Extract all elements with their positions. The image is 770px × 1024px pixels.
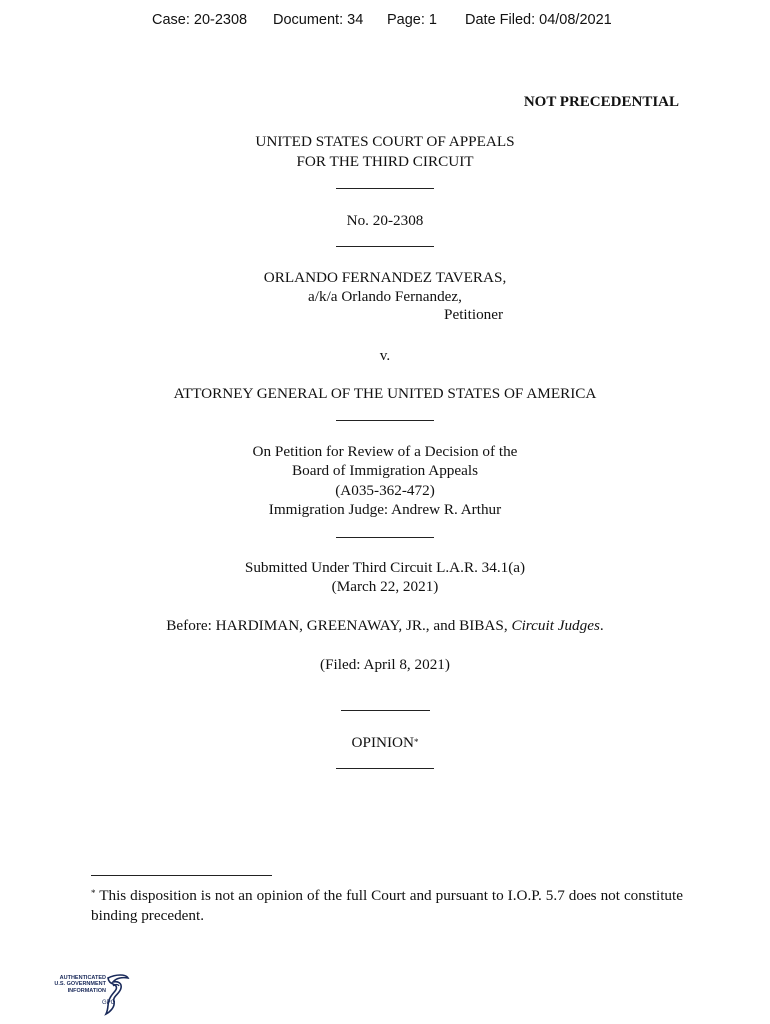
- submission-line1: Submitted Under Third Circuit L.A.R. 34.1(a): [244, 559, 526, 576]
- document-number-header: Document: 34: [273, 12, 364, 28]
- footnote-reference: *: [413, 737, 419, 747]
- eagle-icon: [104, 972, 130, 1016]
- date-filed-header: Date Filed: 04/08/2021: [465, 12, 612, 28]
- gpo-logo-text: [44, 975, 106, 994]
- review-line3: (A035-362-472): [335, 482, 435, 499]
- submission-date: (March 22, 2021): [331, 578, 439, 595]
- opinion-heading: [0, 733, 770, 753]
- footnote-text: This disposition is not an opinion of the full Court and pursuant to I.O.P. 5.7 does not constitute binding precedent.: [91, 887, 683, 924]
- opinion-label: OPINION: [351, 734, 414, 751]
- gpo-mark: GPO: [102, 1000, 116, 1006]
- page-header: [0, 12, 770, 34]
- section-divider: [336, 768, 434, 769]
- case-number-header: Case: 20-2308: [152, 12, 248, 28]
- footnote-separator: [91, 875, 272, 876]
- not-precedential-label: NOT PRECEDENTIAL: [523, 94, 679, 110]
- immigration-judge: Immigration Judge: Andrew R. Arthur: [268, 501, 502, 518]
- page-number-header: Page: 1: [387, 12, 437, 28]
- court-name-line1: UNITED STATES COURT OF APPEALS: [255, 133, 515, 150]
- court-name-line2: FOR THE THIRD CIRCUIT: [296, 153, 474, 170]
- gpo-logo-line2: U.S. GOVERNMENT: [54, 981, 106, 988]
- gpo-authenticated-logo: [44, 972, 130, 1016]
- review-line1: On Petition for Review of a Decision of the: [252, 443, 518, 460]
- filed-date: (Filed: April 8, 2021): [320, 656, 450, 673]
- petitioner-role: Petitioner: [444, 306, 504, 323]
- judges-title: Circuit Judges: [511, 617, 600, 634]
- section-divider: [336, 188, 434, 189]
- panel-judges: [0, 616, 770, 636]
- footnote: [91, 886, 683, 925]
- panel-suffix: .: [599, 617, 604, 634]
- respondent-name: ATTORNEY GENERAL OF THE UNITED STATES OF AMERICA: [173, 385, 597, 402]
- panel-prefix: Before: HARDIMAN, GREENAWAY, JR., and BIBAS,: [166, 617, 512, 634]
- review-line2: Board of Immigration Appeals: [291, 462, 478, 479]
- gpo-logo-line1: AUTHENTICATED: [59, 975, 106, 981]
- section-divider: [336, 246, 434, 247]
- gpo-logo-line3: INFORMATION: [67, 987, 106, 994]
- petitioner-name: ORLANDO FERNANDEZ TAVERAS,: [263, 269, 507, 286]
- footnote-marker: *: [91, 888, 96, 898]
- petitioner-aka: a/k/a Orlando Fernandez,: [308, 288, 462, 305]
- section-divider: [336, 537, 434, 538]
- case-number: No. 20-2308: [346, 212, 424, 229]
- section-divider: [341, 710, 430, 711]
- section-divider: [336, 420, 434, 421]
- versus: v.: [379, 347, 391, 364]
